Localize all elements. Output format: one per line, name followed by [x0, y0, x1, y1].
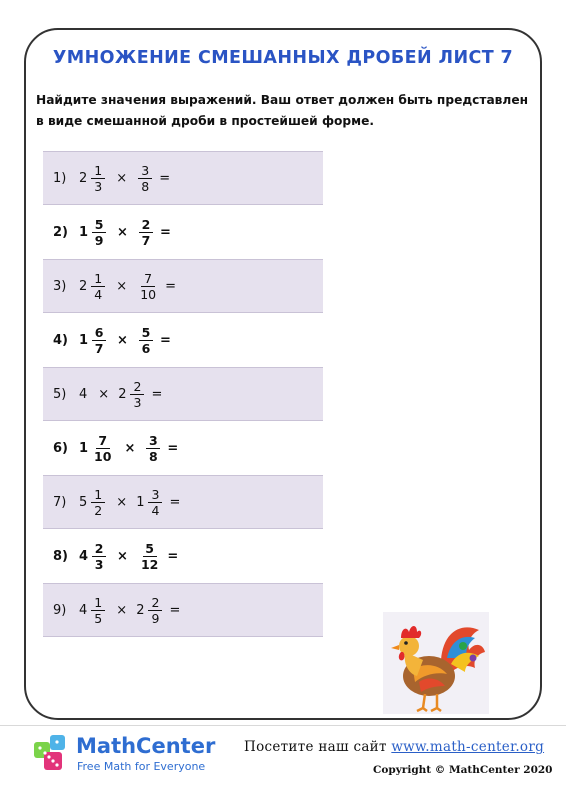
- equals-sign: =: [159, 224, 171, 240]
- problem-number: 6): [53, 440, 68, 456]
- problem-number: 4): [53, 332, 68, 348]
- problem-number: 8): [53, 548, 68, 564]
- multiply-sign: ×: [116, 602, 128, 618]
- problem-number: 3): [53, 278, 67, 294]
- a-whole: 4: [79, 386, 88, 402]
- a-denominator: 9: [94, 232, 104, 248]
- equals-sign: =: [151, 386, 163, 402]
- b-denominator: 10: [140, 286, 157, 302]
- a-whole: 2: [79, 170, 88, 186]
- b-fraction: [148, 487, 162, 518]
- b-denominator: 9: [151, 610, 160, 626]
- b-fraction: [139, 217, 153, 248]
- multiply-sign: ×: [116, 494, 128, 510]
- a-denominator: 4: [94, 286, 103, 302]
- problem-number: 2): [53, 224, 68, 240]
- b-fraction: [148, 595, 162, 626]
- problem-list: [43, 151, 323, 637]
- a-numerator: 1: [91, 595, 105, 611]
- a-numerator: 6: [92, 325, 106, 341]
- problem-number: 5): [53, 386, 67, 402]
- a-whole: 1: [79, 440, 89, 456]
- visit-line: [244, 739, 544, 755]
- equals-sign: =: [167, 440, 179, 456]
- problem-row-2: [43, 205, 323, 259]
- a-numerator: 2: [92, 541, 106, 557]
- a-fraction: [91, 487, 105, 518]
- a-fraction: [92, 325, 106, 356]
- a-whole: 2: [79, 278, 88, 294]
- problem-number: 9): [53, 602, 67, 618]
- b-numerator: 3: [148, 487, 162, 503]
- a-denominator: 7: [94, 340, 104, 356]
- multiply-sign: ×: [117, 548, 128, 564]
- a-numerator: 5: [92, 217, 106, 233]
- a-denominator: 10: [94, 448, 112, 464]
- rooster-illustration: [383, 612, 489, 714]
- b-numerator: 2: [130, 379, 144, 395]
- a-denominator: 5: [94, 610, 103, 626]
- multiply-sign: ×: [116, 278, 128, 294]
- equals-sign: =: [159, 332, 171, 348]
- a-fraction: [91, 271, 105, 302]
- equals-sign: =: [167, 548, 179, 564]
- multiply-sign: ×: [124, 440, 136, 456]
- b-whole: 1: [136, 494, 145, 510]
- b-numerator: 7: [141, 271, 155, 287]
- problem-number: 1): [53, 170, 67, 186]
- b-denominator: 8: [141, 178, 150, 194]
- a-denominator: 3: [94, 556, 104, 572]
- a-denominator: 3: [94, 178, 103, 194]
- a-whole: 1: [79, 332, 89, 348]
- b-denominator: 8: [149, 448, 158, 464]
- b-whole: 2: [118, 386, 127, 402]
- problem-row-9: [43, 583, 323, 637]
- b-denominator: 6: [141, 340, 151, 356]
- b-numerator: 2: [139, 217, 153, 233]
- problem-row-5: [43, 367, 323, 421]
- a-whole: 1: [79, 224, 89, 240]
- a-numerator: 1: [91, 487, 105, 503]
- b-whole: 2: [136, 602, 145, 618]
- b-denominator: 7: [141, 232, 151, 248]
- b-numerator: 5: [139, 325, 153, 341]
- b-numerator: 5: [143, 541, 157, 557]
- b-fraction: [138, 163, 152, 194]
- equals-sign: =: [159, 170, 171, 186]
- b-fraction: [139, 541, 160, 572]
- b-fraction: [146, 433, 160, 464]
- a-fraction: [92, 541, 106, 572]
- b-denominator: 3: [133, 394, 142, 410]
- copyright-text: Copyright © MathCenter 2020: [373, 764, 553, 776]
- b-fraction: [138, 271, 158, 302]
- b-denominator: 4: [151, 502, 160, 518]
- brand-tagline: Free Math for Everyone: [77, 760, 206, 773]
- problem-number: 7): [53, 494, 67, 510]
- visit-text: Посетите наш сайт: [244, 739, 387, 755]
- b-denominator: 12: [140, 556, 159, 572]
- dice-logo-icon: [30, 730, 72, 772]
- problem-row-1: [43, 151, 323, 205]
- problem-row-8: [43, 529, 323, 583]
- footer-divider: [0, 725, 566, 726]
- equals-sign: =: [169, 494, 181, 510]
- rooster-icon: [383, 612, 489, 714]
- equals-sign: =: [169, 602, 181, 618]
- a-fraction: [92, 217, 106, 248]
- b-fraction: [130, 379, 144, 410]
- multiply-sign: ×: [98, 386, 110, 402]
- problem-row-4: [43, 313, 323, 367]
- equals-sign: =: [165, 278, 176, 294]
- a-fraction: [91, 163, 105, 194]
- a-numerator: 1: [91, 271, 105, 287]
- problem-row-3: [43, 259, 323, 313]
- brand-name: MathCenter: [76, 734, 216, 758]
- a-denominator: 2: [94, 502, 103, 518]
- a-whole: 5: [79, 494, 88, 510]
- multiply-sign: ×: [117, 332, 128, 348]
- a-numerator: 1: [91, 163, 105, 179]
- b-numerator: 3: [138, 163, 152, 179]
- instructions: Найдите значения выражений. Ваш ответ должен быть представлен в виде смешанной дроби в простейшей форме.: [36, 93, 529, 128]
- a-numerator: 7: [96, 433, 110, 449]
- a-fraction: [91, 595, 105, 626]
- b-numerator: 2: [148, 595, 162, 611]
- website-link[interactable]: www.math-center.org: [391, 739, 545, 755]
- a-fraction: [92, 433, 113, 464]
- multiply-sign: ×: [117, 224, 128, 240]
- multiply-sign: ×: [116, 170, 128, 186]
- b-fraction: [139, 325, 153, 356]
- a-whole: 4: [79, 602, 88, 618]
- page-title: УМНОЖЕНИЕ СМЕШАННЫХ ДРОБЕЙ ЛИСТ 7: [52, 48, 514, 68]
- problem-row-7: [43, 475, 323, 529]
- problem-row-6: [43, 421, 323, 475]
- b-numerator: 3: [146, 433, 160, 449]
- a-whole: 4: [79, 548, 89, 564]
